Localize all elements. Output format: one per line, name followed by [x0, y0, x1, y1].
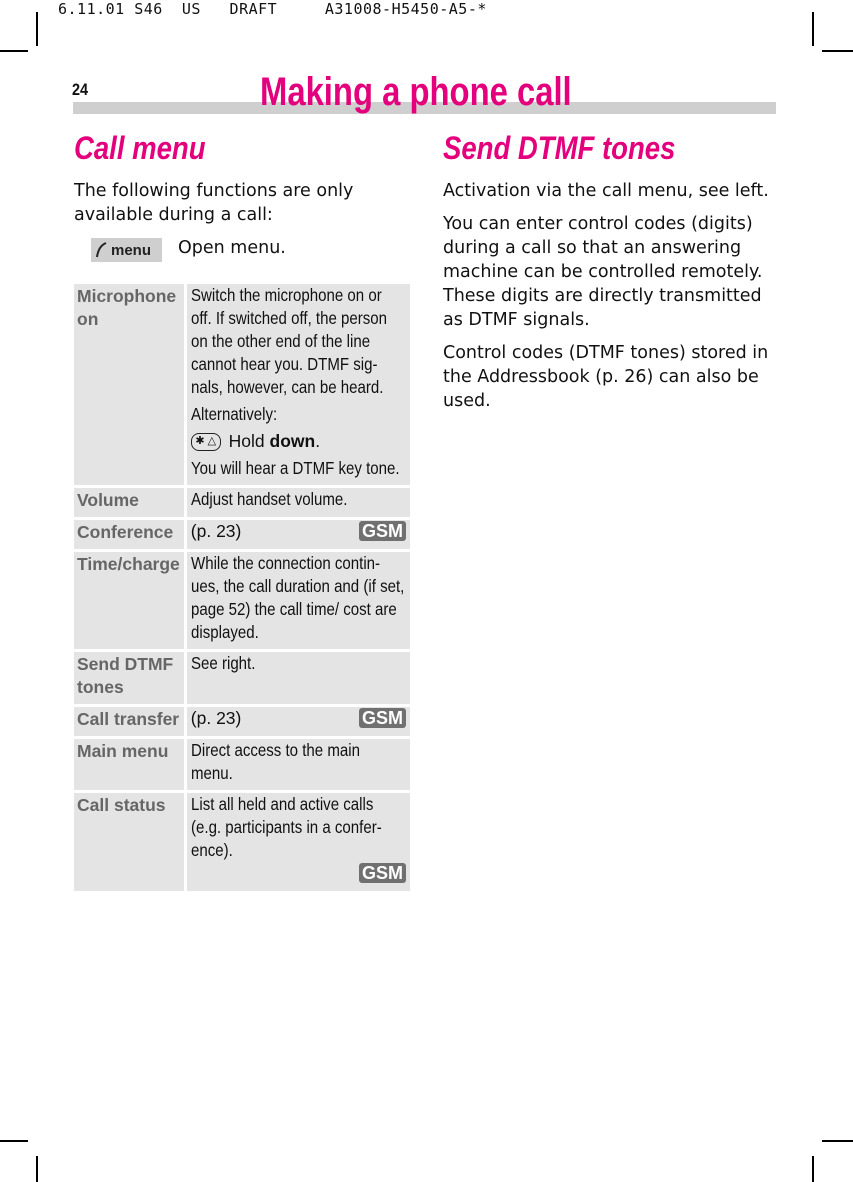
row-label: Conference — [74, 520, 184, 549]
star-key-icon: ✱ △ — [191, 433, 221, 451]
row-desc-text: Direct access to the main menu. — [190, 740, 360, 783]
crop-mark — [36, 12, 38, 46]
hold-key: down — [269, 431, 316, 451]
hold-text: Hold — [228, 431, 265, 451]
table-row — [74, 652, 410, 704]
row-desc-text: (p. 23) — [190, 708, 242, 728]
row-desc-text: Adjust handset volume. — [190, 489, 348, 509]
row-desc — [184, 707, 410, 736]
crop-mark — [0, 1140, 28, 1142]
gsm-badge: GSM — [359, 708, 406, 728]
row-desc-text: Switch the microphone on or off. If switched off, the person on the other end of the line cannot hear you. DTMF sig-nals, however, can be heard. — [190, 285, 387, 397]
menu-key — [91, 238, 162, 262]
row-desc — [184, 520, 410, 549]
gsm-badge: GSM — [359, 863, 406, 883]
call-menu-heading: Call menu — [74, 130, 206, 166]
row-desc — [184, 284, 410, 485]
call-menu-intro: The following functions are only available during a call: — [74, 181, 354, 225]
open-menu-text: Open menu. — [178, 238, 286, 258]
table-row — [74, 739, 410, 790]
phone-handset-icon — [95, 241, 109, 259]
row-label: Main menu — [74, 739, 184, 790]
table-row — [74, 488, 410, 517]
send-dtmf-heading: Send DTMF tones — [443, 130, 676, 166]
row-label: Time/charge — [74, 552, 184, 649]
call-menu-table — [74, 281, 410, 894]
crop-mark — [812, 12, 814, 46]
table-row — [74, 284, 410, 485]
row-desc-text: List all held and active calls (e.g. participants in a confer-ence). — [190, 794, 382, 860]
row-desc — [184, 793, 410, 891]
row-desc — [184, 739, 410, 790]
page-number: 24 — [72, 80, 89, 99]
tone-text: You will hear a DTMF key tone. — [190, 458, 400, 478]
row-desc-text: (p. 23) — [190, 521, 242, 541]
crop-mark — [36, 1156, 38, 1182]
row-desc-text: While the connection contin-ues, the call duration and (if set, page 52) the call time/ cost are displayed. — [190, 553, 405, 642]
row-desc-text: See right. — [190, 653, 256, 673]
menu-key-label: menu — [111, 241, 152, 259]
table-row — [74, 552, 410, 649]
send-dtmf-body — [443, 179, 778, 422]
row-desc — [184, 552, 410, 649]
crop-mark — [812, 1156, 814, 1182]
crop-mark — [822, 50, 853, 52]
row-label: Call status — [74, 793, 184, 891]
crop-mark — [0, 50, 28, 52]
row-label: Send DTMF tones — [74, 652, 184, 704]
gsm-badge: GSM — [359, 521, 406, 541]
table-row — [74, 707, 410, 736]
dtmf-paragraph: Control codes (DTMF tones) stored in the Addressbook (p. 26) can also be used. — [443, 343, 769, 411]
draft-header: 6.11.01 S46 US DRAFT A31008-H5450-A5-* — [58, 0, 487, 18]
row-desc — [184, 652, 410, 704]
dtmf-paragraph: Activation via the call menu, see left. — [443, 181, 769, 201]
dtmf-paragraph: You can enter control codes (digits) during a call so that an answering machine can be controlled remotely. These digits are directly transmitted as DTMF signals. — [443, 214, 763, 330]
row-label: Volume — [74, 488, 184, 517]
alt-label: Alternatively: — [190, 404, 277, 424]
crop-mark — [822, 1140, 853, 1142]
row-desc — [184, 488, 410, 517]
page-title: Making a phone call — [260, 70, 572, 114]
table-row — [74, 793, 410, 891]
row-label: Call transfer — [74, 707, 184, 736]
table-row — [74, 520, 410, 549]
row-label: Microphone on — [74, 284, 184, 485]
hold-end: . — [315, 431, 321, 451]
